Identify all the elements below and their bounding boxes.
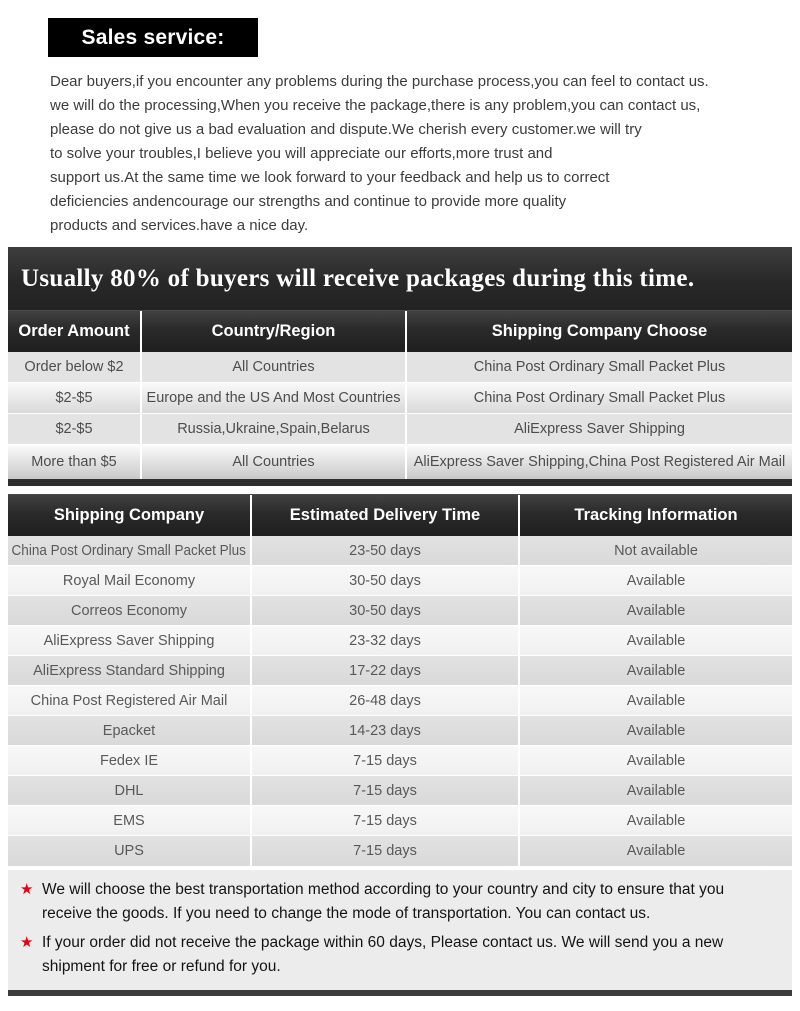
table-cell: Available [626, 782, 686, 799]
delivery-table-header [8, 494, 792, 536]
column-header-shipping-company-choose: Shipping Company Choose [491, 322, 708, 340]
table-cell: All Countries [142, 445, 407, 479]
table-row [8, 536, 792, 566]
column-header-estimated-delivery-time: Estimated Delivery Time [252, 495, 520, 536]
delivery-time-table [8, 494, 792, 866]
table-cell: $2-$5 [8, 414, 142, 444]
table-cell: 7-15 days [252, 806, 520, 835]
table-cell: Epacket [8, 716, 252, 745]
table-cell: 14-23 days [252, 716, 520, 745]
table-cell: 23-50 days [252, 536, 520, 565]
sales-text-line: to solve your troubles,I believe you will appreciate our efforts,more trust and [50, 145, 553, 162]
table-cell: Available [626, 662, 686, 679]
table-cell: More than $5 [8, 445, 142, 479]
table-row [8, 806, 792, 836]
table-cell: 7-15 days [252, 776, 520, 805]
table-cell: 7-15 days [252, 746, 520, 775]
footer-notes [8, 870, 792, 990]
table-cell: Correos Economy [8, 596, 252, 625]
table-cell: China Post Ordinary Small Packet Plus [473, 390, 726, 406]
table-cell: Available [626, 843, 686, 859]
star-icon: ★ [20, 934, 34, 951]
table-cell: AliExpress Saver Shipping [514, 421, 685, 437]
table-cell: Order below $2 [8, 352, 142, 382]
table-cell: All Countries [142, 352, 407, 382]
table-row [8, 746, 792, 776]
sales-text-line: Dear buyers,if you encounter any problems during the purchase process,you can feel to contact us. [50, 73, 709, 90]
table-row [8, 716, 792, 746]
table-cell: Available [626, 602, 686, 619]
table-row [8, 626, 792, 656]
table-cell: Available [626, 692, 686, 709]
table-row [8, 445, 792, 479]
table-cell: Fedex IE [8, 746, 252, 775]
table-row [8, 656, 792, 686]
table-row [8, 596, 792, 626]
table-cell: AliExpress Standard Shipping [8, 656, 252, 685]
bottom-divider-bar [8, 990, 792, 996]
table-cell: Available [626, 722, 686, 739]
table-cell: Available [626, 632, 686, 649]
column-header-tracking-information: Tracking Information [574, 506, 738, 524]
table-cell: EMS [8, 806, 252, 835]
note-60-days-guarantee [20, 931, 778, 979]
table-cell: Available [626, 752, 686, 769]
table-row [8, 352, 792, 383]
sales-text-line: we will do the processing,When you receive the package,there is any problem,you can contact us, [50, 97, 701, 114]
column-header-order-amount: Order Amount [8, 311, 142, 352]
table-cell: Europe and the US And Most Countries [142, 383, 407, 413]
table-cell: Royal Mail Economy [8, 566, 252, 595]
shipping-choice-table [8, 247, 792, 486]
note-transportation-method [20, 878, 778, 926]
table-cell: China Post Ordinary Small Packet Plus [8, 536, 252, 565]
table-cell: Available [626, 572, 686, 589]
column-header-shipping-company: Shipping Company [8, 495, 252, 536]
sales-text-line: products and services.have a nice day. [50, 217, 309, 234]
shipping-table-header [8, 310, 792, 352]
table-cell: 17-22 days [252, 656, 520, 685]
table-cell: Not available [614, 542, 698, 559]
column-header-country-region: Country/Region [142, 311, 407, 352]
table-cell: DHL [8, 776, 252, 805]
star-icon: ★ [20, 881, 34, 898]
shipping-table-body [8, 352, 792, 479]
note-text: If your order did not receive the package within 60 days, Please contact us. We will send you a new shipment for free or refund for you. [42, 934, 724, 975]
sales-text-line: deficiencies andencourage our strengths and continue to provide more quality [50, 193, 567, 210]
table-row [8, 836, 792, 866]
table-cell: UPS [8, 836, 252, 866]
table-cell: 30-50 days [252, 566, 520, 595]
note-text: We will choose the best transportation method according to your country and city to ensure that you receive the goods. If you need to change the mode of transportation. You can contact us. [42, 881, 725, 922]
table-row [8, 686, 792, 716]
table-cell: AliExpress Saver Shipping,China Post Registered Air Mail [413, 454, 786, 470]
table-row [8, 776, 792, 806]
table-cell: Available [626, 812, 686, 829]
table-cell: 23-32 days [252, 626, 520, 655]
delivery-table-body [8, 536, 792, 866]
table-cell: 30-50 days [252, 596, 520, 625]
page [0, 18, 800, 1011]
sales-service-paragraph [50, 70, 770, 238]
table-cell: 7-15 days [252, 836, 520, 866]
table-cell: AliExpress Saver Shipping [8, 626, 252, 655]
table-bottom-divider [8, 479, 792, 486]
table-cell: China Post Ordinary Small Packet Plus [473, 359, 726, 375]
table-cell: Russia,Ukraine,Spain,Belarus [142, 414, 407, 444]
sales-text-line: support us.At the same time we look forward to your feedback and help us to correct [50, 169, 610, 186]
shipping-table-title: Usually 80% of buyers will receive packages during this time. [8, 247, 792, 310]
table-row [8, 383, 792, 414]
table-cell: China Post Registered Air Mail [8, 686, 252, 715]
table-cell: 26-48 days [252, 686, 520, 715]
table-row [8, 414, 792, 445]
sales-text-line: please do not give us a bad evaluation and dispute.We cherish every customer.we will try [50, 121, 642, 138]
table-cell: $2-$5 [8, 383, 142, 413]
sales-service-heading: Sales service: [48, 18, 258, 57]
table-row [8, 566, 792, 596]
